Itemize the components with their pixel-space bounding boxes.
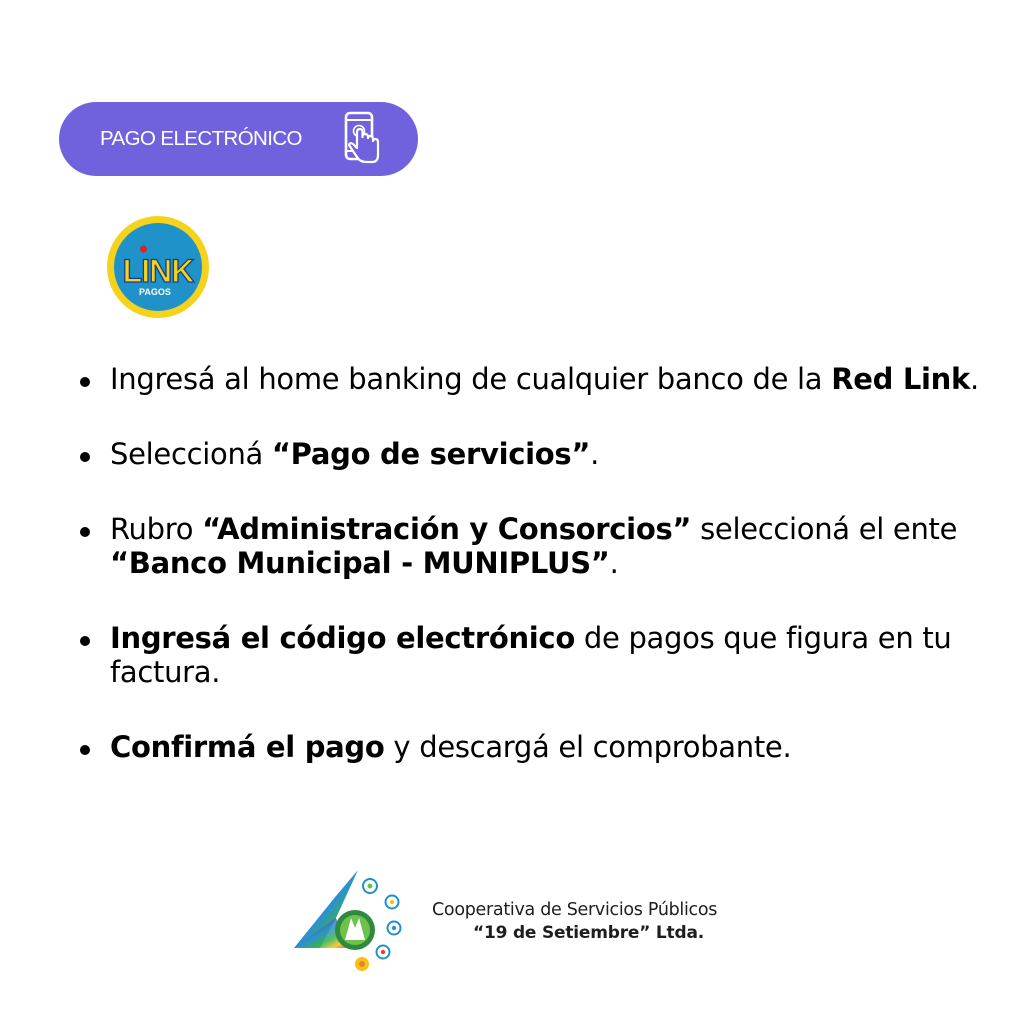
instruction-step-2: Seleccioná “Pago de servicios”. (78, 437, 1008, 471)
instruction-step-3: Rubro “Administración y Consorcios” seleccioná el ente “Banco Municipal - MUNIPLUS”. (78, 512, 1008, 580)
phone-touch-icon (343, 110, 383, 172)
instruction-step-4: Ingresá el código electrónico de pagos que figura en tu factura. (78, 621, 1008, 689)
cooperative-logo-icon (288, 868, 418, 978)
instruction-list (78, 362, 1008, 805)
cooperative-name-line2: “19 de Setiembre” Ltda. (473, 923, 704, 943)
link-logo-sub: PAGOS (139, 287, 171, 297)
link-pagos-logo (106, 215, 210, 319)
instruction-step-5: Confirmá el pago y descargá el comprobante. (78, 730, 1008, 764)
payment-method-badge (59, 102, 418, 176)
cooperative-name-line1: Cooperativa de Servicios Públicos (432, 900, 718, 920)
link-logo-brand: LINK (122, 253, 194, 289)
instruction-step-1: Ingresá al home banking de cualquier banco de la Red Link. (78, 362, 1008, 396)
badge-label: PAGO ELECTRÓNICO (100, 127, 302, 150)
cooperative-name (432, 900, 752, 943)
